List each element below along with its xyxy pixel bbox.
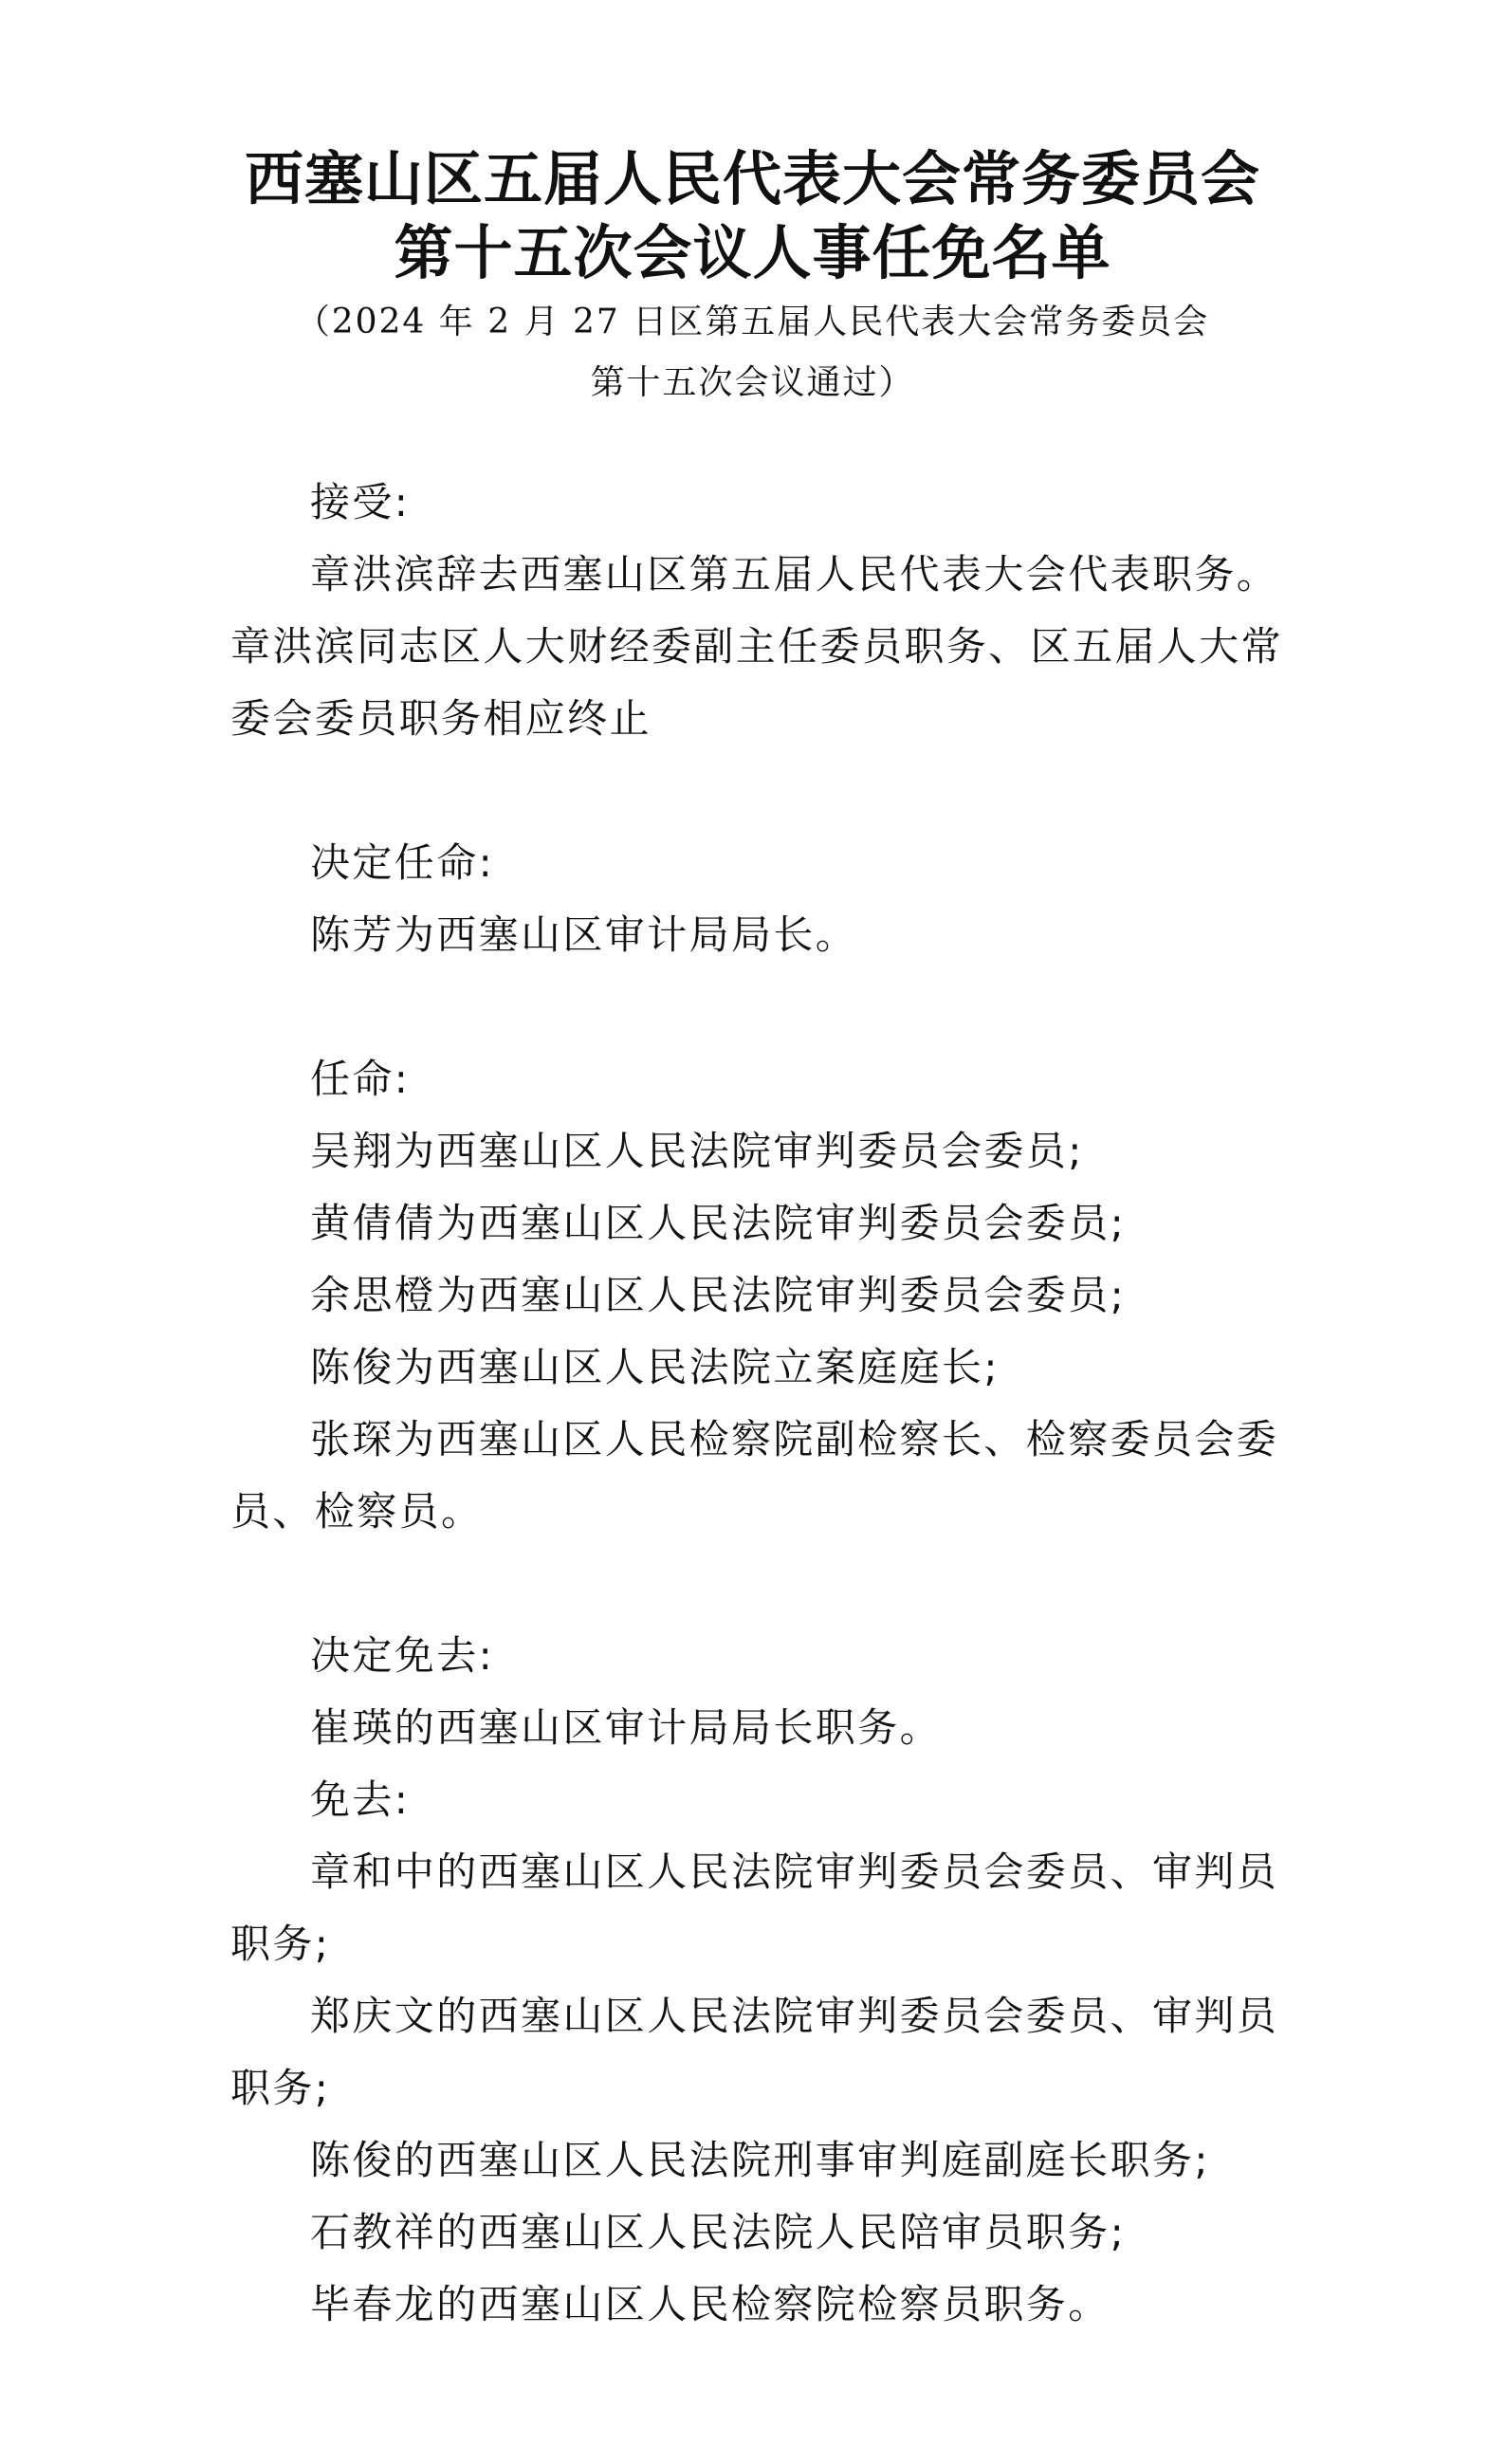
document-subtitle-line-2: 第十五次会议通过） [590,363,915,402]
section-spacer [230,755,1316,827]
list-item: 余思橙为西塞山区人民法院审判委员会委员; [310,1272,1127,1318]
section-heading-decide-remove: 决定免去: [310,1632,495,1679]
document-subtitle-line-1: （2024 年 2 月 27 日区第五届人民代表大会常务委员会 [295,303,1210,341]
list-item: 崔瑛的西塞山区审计局局长职务。 [310,1704,943,1751]
section-spacer [230,971,1316,1043]
list-item: 黄倩倩为西塞山区人民法院审判委员会委员; [310,1200,1127,1246]
list-item: 张琛为西塞山区人民检察院副检察长、检察委员会委员、检察员。 [230,1416,1279,1535]
document-title-line-1: 西塞山区五届人民代表大会常务委员会 [244,144,1260,213]
list-item: 章和中的西塞山区人民法院审判委员会委员、审判员职务; [230,1848,1279,1967]
section-heading-remove: 免去: [310,1776,411,1823]
section-spacer [230,1548,1316,1620]
section-heading-decide-appoint: 决定任命: [310,839,495,886]
section-heading-appoint: 任命: [310,1056,411,1102]
list-item: 陈俊为西塞山区人民法院立案庭庭长; [310,1344,1000,1390]
list-item: 陈芳为西塞山区审计局局长。 [310,911,858,958]
list-item: 陈俊的西塞山区人民法院刑事审判庭副庭长职务; [310,2137,1210,2183]
list-item: 章洪滨辞去西塞山区第五届人民代表大会代表职务。章洪滨同志区人大财经委副主任委员职务、区五届人大常委会委员职务相应终止 [230,551,1284,742]
section-heading-accept: 接受: [310,479,411,525]
list-item: 郑庆文的西塞山区人民法院审判委员会委员、审判员职务; [230,1993,1279,2111]
list-item: 毕春龙的西塞山区人民检察院检察员职务。 [310,2281,1110,2327]
document-body [230,467,1316,2341]
list-item: 石教祥的西塞山区人民法院人民陪审员职务; [310,2209,1127,2255]
list-item: 吴翔为西塞山区人民法院审判委员会委员; [310,1128,1084,1174]
document-title-line-2: 第十五次会议人事任免名单 [394,218,1111,287]
